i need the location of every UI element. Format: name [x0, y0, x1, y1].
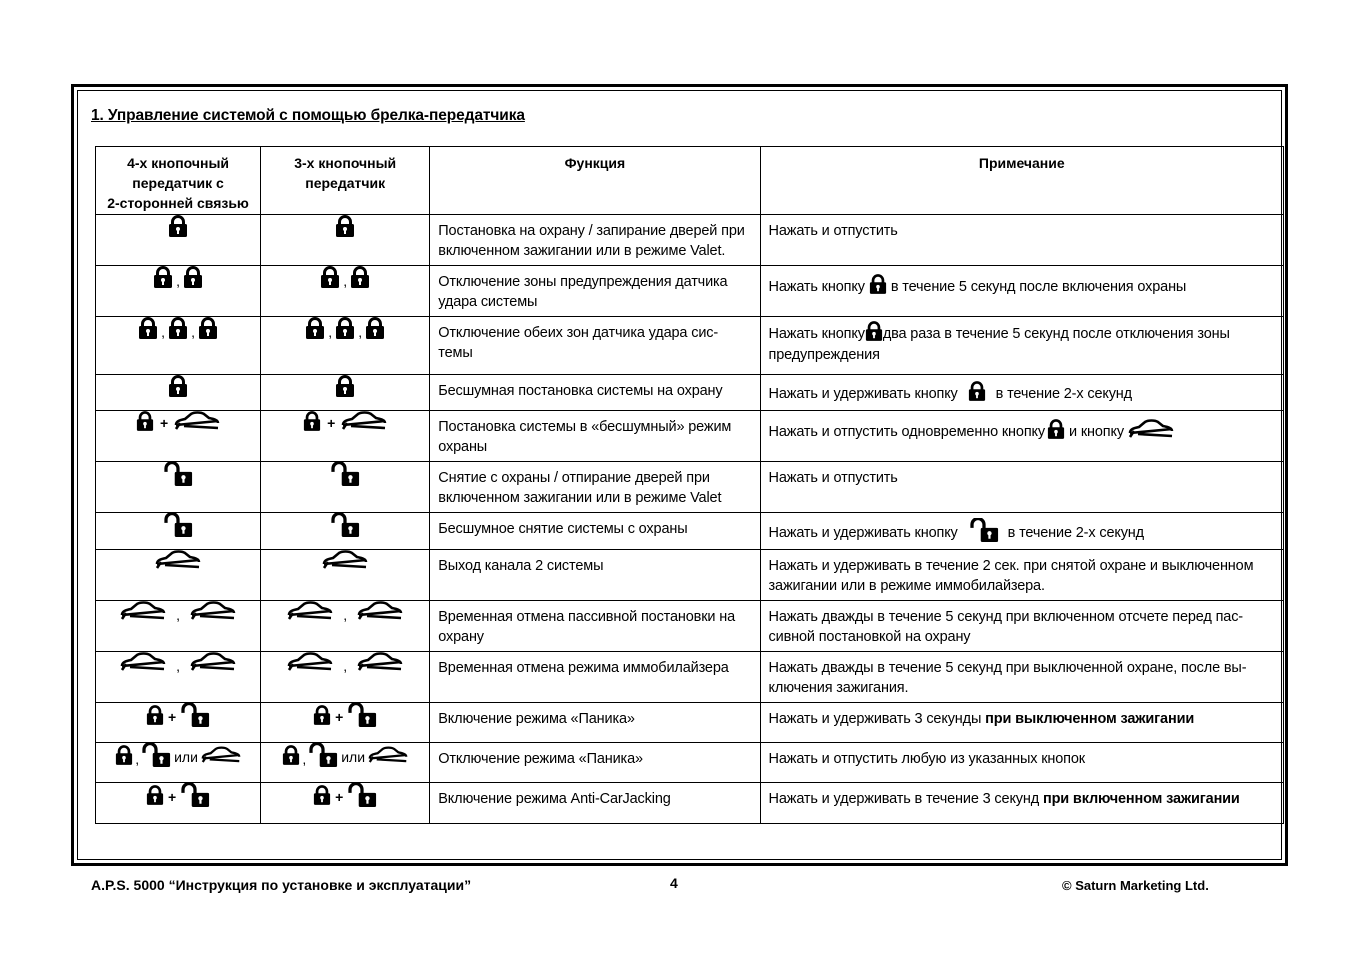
car-icon	[1128, 419, 1174, 439]
table-row	[96, 550, 1284, 601]
icons-3-button	[261, 266, 430, 317]
icons-4-button	[96, 652, 261, 703]
unlock-icon	[180, 783, 210, 807]
note-text: Нажать и удерживать в течение 2 сек. при снятой охране и выключенном зажигании или в режиме иммобилайзера.	[768, 558, 1254, 594]
icons-4-button	[96, 375, 261, 411]
comma-separator: ,	[176, 273, 180, 289]
car-icon	[190, 652, 236, 672]
car-icon	[120, 652, 166, 672]
table-row	[96, 411, 1284, 462]
function-cell: Выход канала 2 системы	[430, 550, 760, 601]
icons-3-button	[261, 375, 430, 411]
lock-icon	[335, 375, 355, 397]
footer-document-title: A.P.S. 5000 “Инструкция по установке и эксплуатации”	[91, 877, 472, 893]
function-cell: Бесшумная постановка системы на охрану	[430, 375, 760, 411]
function-cell: Включение режима Anti-CarJacking	[430, 783, 760, 824]
note-cell	[760, 375, 1283, 411]
car-icon	[174, 411, 220, 431]
lock-icon	[198, 317, 218, 339]
comma-separator: ,	[328, 324, 333, 340]
lock-icon	[865, 320, 883, 342]
lock-icon	[282, 744, 300, 766]
plus-sign: +	[335, 709, 344, 725]
icons-3-button	[261, 513, 430, 550]
lock-icon	[365, 317, 385, 339]
plus-sign: +	[159, 415, 169, 431]
car-icon	[155, 550, 201, 570]
lock-icon	[183, 266, 203, 288]
plus-sign: +	[167, 709, 177, 725]
car-icon	[287, 601, 333, 621]
footer-copyright: © Saturn Marketing Ltd.	[1062, 878, 1209, 893]
header-row	[96, 147, 1284, 215]
car-icon	[357, 652, 403, 672]
comma-separator: ,	[161, 324, 166, 340]
icons-4-button	[96, 266, 261, 317]
header-4-button-line1: 4-х кнопочный	[127, 155, 230, 171]
unlock-icon	[329, 462, 361, 486]
car-icon	[322, 550, 368, 570]
note-cell	[760, 215, 1283, 266]
comma-separator: ,	[343, 658, 348, 674]
icons-4-button	[96, 550, 261, 601]
note-cell	[760, 743, 1283, 783]
note-text: в течение 5 секунд после включения охраны	[890, 278, 1187, 295]
or-word: или	[174, 749, 198, 765]
note-text: Нажать дважды в течение 5 секунд при выключенной охране, после вы-ключения зажигания.	[768, 660, 1247, 696]
comma-separator: ,	[135, 751, 140, 767]
lock-icon	[313, 785, 331, 805]
lock-icon	[320, 266, 340, 288]
table-row	[96, 783, 1284, 824]
lock-icon	[1047, 418, 1065, 440]
table-row	[96, 601, 1284, 652]
table-row	[96, 215, 1284, 266]
icons-4-button	[96, 703, 261, 743]
lock-icon	[335, 317, 355, 339]
icons-4-button	[96, 462, 261, 513]
lock-icon	[168, 215, 188, 237]
lock-icon	[305, 317, 325, 339]
lock-icon	[136, 411, 154, 431]
unlock-icon	[347, 703, 377, 727]
note-text: Нажать кнопку	[768, 325, 865, 342]
icons-3-button	[261, 411, 430, 462]
icons-3-button	[261, 601, 430, 652]
icons-4-button	[96, 601, 261, 652]
car-icon	[357, 601, 403, 621]
header-3-button	[261, 147, 430, 215]
header-3-button-line1: 3-х кнопочный	[294, 155, 397, 171]
lock-icon	[153, 266, 173, 288]
note-text-bold: при включенном зажигании	[1042, 791, 1240, 807]
note-cell	[760, 266, 1283, 317]
table-row	[96, 266, 1284, 317]
note-text: Нажать и отпустить любую из указанных кнопок	[768, 751, 1085, 767]
icons-4-button	[96, 411, 261, 462]
comma-separator: ,	[358, 324, 363, 340]
key-functions-table	[95, 146, 1284, 824]
or-word: или	[341, 749, 366, 765]
table-row	[96, 513, 1284, 550]
unlock-icon	[162, 513, 194, 537]
comma-separator: ,	[176, 607, 180, 623]
icons-3-button	[261, 783, 430, 824]
icons-3-button	[261, 215, 430, 266]
car-icon	[201, 746, 241, 764]
table-row	[96, 703, 1284, 743]
function-cell: Бесшумное снятие системы с охраны	[430, 513, 760, 550]
note-cell	[760, 411, 1283, 462]
header-4-button-line3: 2-сторонней связью	[107, 195, 249, 211]
lock-icon	[869, 273, 887, 295]
note-text: Нажать и отпустить	[768, 223, 898, 239]
note-text: и кнопку	[1068, 423, 1124, 440]
car-icon	[287, 652, 333, 672]
note-cell	[760, 783, 1283, 824]
function-cell: Снятие с охраны / отпирание дверей при включенном зажигании или в режиме Valet	[430, 462, 760, 513]
table-row	[96, 462, 1284, 513]
unlock-icon	[162, 462, 194, 486]
lock-icon	[146, 705, 164, 725]
header-3-button-line2: передатчик	[305, 175, 386, 191]
car-icon	[341, 411, 387, 431]
table-row	[96, 375, 1284, 411]
note-cell	[760, 703, 1283, 743]
header-note: Примечание	[760, 147, 1283, 215]
lock-icon	[168, 375, 188, 397]
unlock-icon	[308, 743, 338, 767]
note-text: Нажать и удерживать кнопку	[768, 524, 958, 541]
function-cell: Временная отмена режима иммобилайзера	[430, 652, 760, 703]
comma-separator: ,	[176, 658, 180, 674]
note-text: Нажать кнопку	[768, 278, 865, 295]
function-cell: Временная отмена пассивной постановки на охрану	[430, 601, 760, 652]
note-cell	[760, 601, 1283, 652]
car-icon	[368, 746, 408, 764]
note-text-bold: при выключенном зажигании	[985, 711, 1195, 727]
function-cell: Отключение обеих зон датчика удара сис-темы	[430, 317, 760, 375]
function-cell: Постановка на охрану / запирание дверей при включенном зажигании или в режиме Valet.	[430, 215, 760, 266]
icons-4-button	[96, 317, 261, 375]
icons-3-button	[261, 652, 430, 703]
lock-icon	[168, 317, 188, 339]
note-cell	[760, 513, 1283, 550]
lock-icon	[335, 215, 355, 237]
comma-separator: ,	[191, 324, 195, 340]
comma-separator: ,	[343, 273, 348, 289]
icons-4-button	[96, 215, 261, 266]
table-row	[96, 743, 1284, 783]
lock-icon	[313, 705, 331, 725]
plus-sign: +	[327, 415, 336, 431]
table-row	[96, 317, 1284, 375]
note-text: Нажать дважды в течение 5 секунд при включенном отсчете перед пас-сивной постановкой на охрану	[768, 609, 1243, 645]
table-row	[96, 652, 1284, 703]
icons-3-button	[261, 317, 430, 375]
icons-3-button	[261, 462, 430, 513]
header-4-button	[96, 147, 261, 215]
icons-4-button	[96, 743, 261, 783]
function-cell: Отключение режима «Паника»	[430, 743, 760, 783]
icons-3-button	[261, 550, 430, 601]
section-title: 1. Управление системой с помощью брелка-передатчика	[91, 107, 525, 124]
icons-4-button	[96, 513, 261, 550]
unlock-icon	[180, 703, 210, 727]
note-cell	[760, 317, 1283, 375]
function-cell: Постановка системы в «бесшумный» режим охраны	[430, 411, 760, 462]
note-text: Нажать и удерживать кнопку	[768, 385, 958, 402]
lock-icon	[303, 411, 321, 431]
lock-icon	[968, 380, 986, 402]
unlock-icon	[141, 743, 171, 767]
note-text: в течение 2-х секунд	[995, 385, 1132, 402]
note-cell	[760, 550, 1283, 601]
header-4-button-line2: передатчик с	[132, 175, 224, 191]
note-text: Нажать и удерживать 3 секунды	[768, 711, 982, 727]
lock-icon	[138, 317, 158, 339]
icons-3-button	[261, 743, 430, 783]
note-cell	[760, 652, 1283, 703]
unlock-icon	[968, 518, 1000, 542]
comma-separator: ,	[302, 751, 307, 767]
note-text: Нажать и отпустить	[768, 470, 898, 486]
comma-separator: ,	[343, 607, 348, 623]
lock-icon	[146, 785, 164, 805]
note-text: два раза в течение 5 секунд после отключения зоны предупреждения	[768, 325, 1230, 363]
header-function: Функция	[430, 147, 760, 215]
function-cell: Включение режима «Паника»	[430, 703, 760, 743]
note-text: в течение 2-х секунд	[1007, 524, 1144, 541]
icons-4-button	[96, 783, 261, 824]
lock-icon	[350, 266, 370, 288]
unlock-icon	[347, 783, 377, 807]
function-cell: Отключение зоны предупреждения датчика удара системы	[430, 266, 760, 317]
note-cell	[760, 462, 1283, 513]
note-text: Нажать и удерживать в течение 3 секунд	[768, 791, 1040, 807]
note-text: Нажать и отпустить одновременно кнопку	[768, 423, 1045, 440]
plus-sign: +	[167, 789, 177, 805]
car-icon	[120, 601, 166, 621]
car-icon	[190, 601, 236, 621]
icons-3-button	[261, 703, 430, 743]
unlock-icon	[329, 513, 361, 537]
plus-sign: +	[335, 789, 344, 805]
footer-page-number: 4	[670, 875, 678, 891]
lock-icon	[115, 744, 133, 766]
